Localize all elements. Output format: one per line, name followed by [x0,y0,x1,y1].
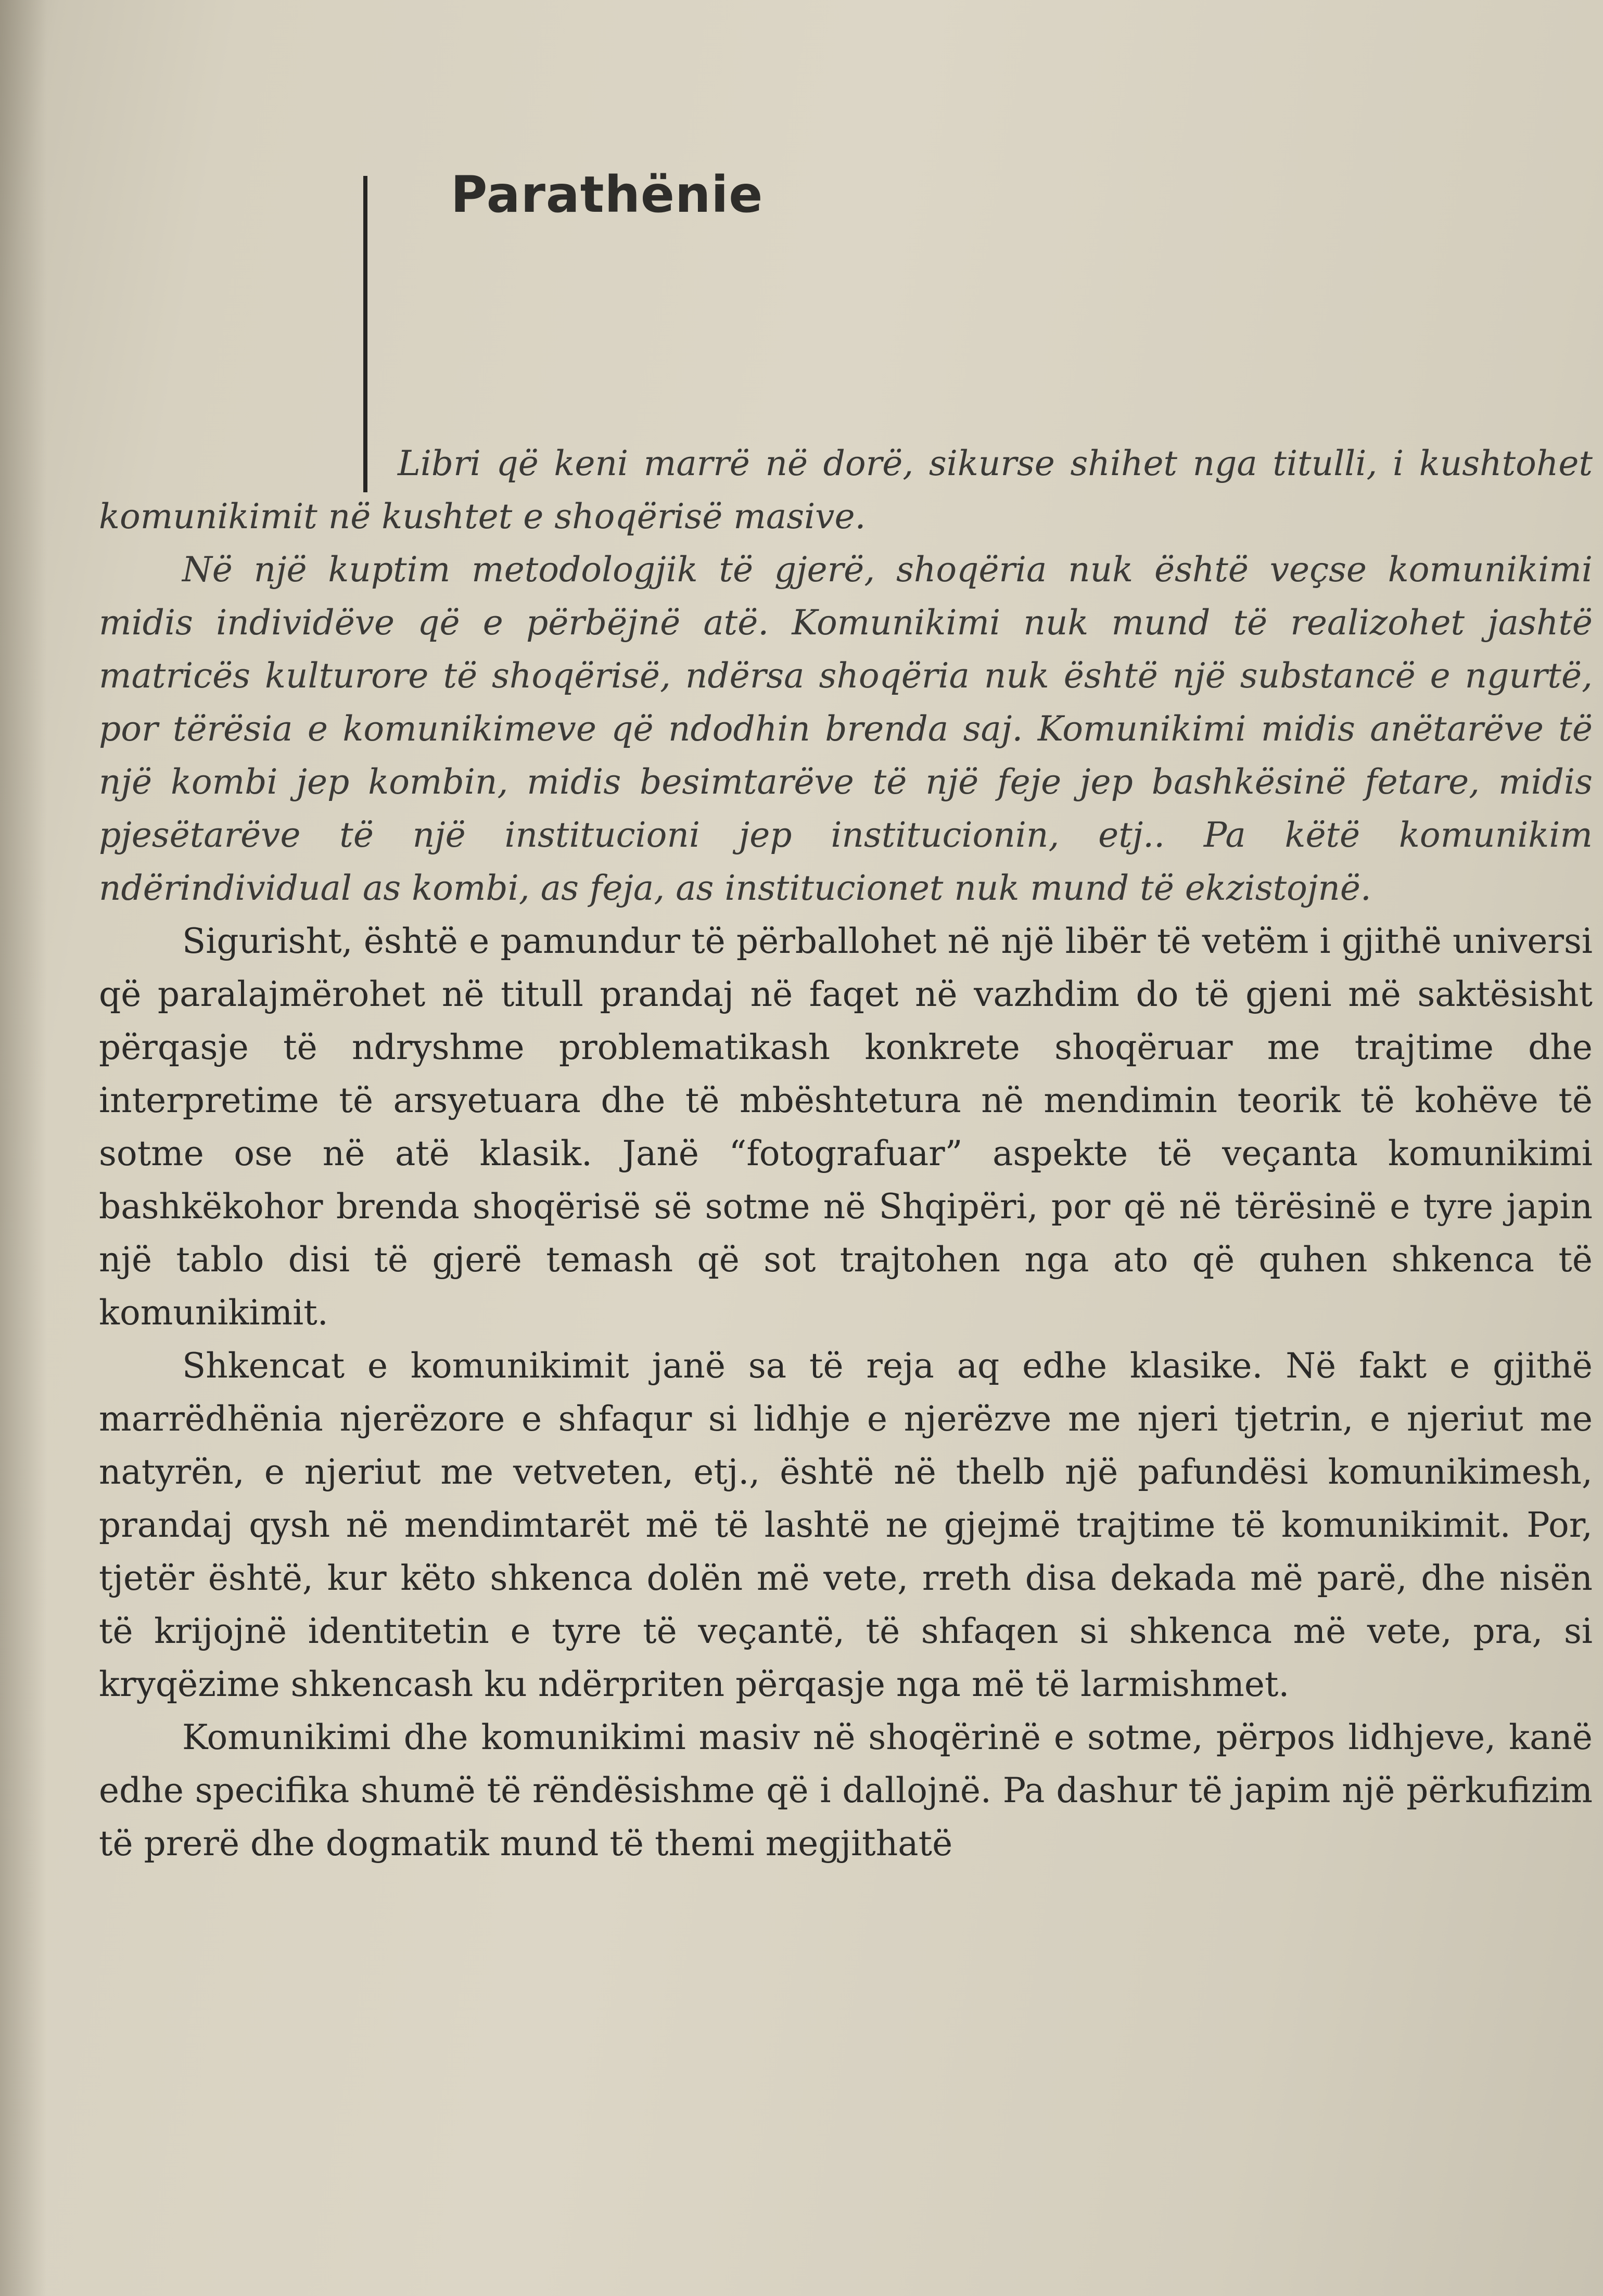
body-text [99,437,1593,1870]
paragraph-3: Sigurisht, është e pamundur të përballohet në një libër të vetëm i gjithë universi që paralajmërohet në titull prandaj në faqet në vazhdim do të gjeni më saktësisht përqasje të ndryshme problematikash konkrete shoqëruar me trajtime dhe interpretime të arsyetuara dhe të mbështetura në mendimin teorik të kohëve të sotme ose në atë klasik. Janë “fotografuar” aspekte të veçanta komunikimi bashkëkohor brenda shoqërisë së sotme në Shqipëri, por që në tërësinë e tyre japin një tablo disi të gjerë temash që sot trajtohen nga ato që quhen shkenca të komunikimit. [99,921,1593,1333]
chapter-title: Parathënie [451,165,764,224]
paragraph-4: Shkencat e komunikimit janë sa të reja aq edhe klasike. Në fakt e gjithë marrëdhënia njerëzore e shfaqur si lidhje e njerëzve me njeri tjetrin, e njeriut me natyrën, e njeriut me vetveten, etj., është në thelb një pafundësi komunikimesh, prandaj qysh në mendimtarët më të lashtë ne gjejmë trajtime të komunikimit. Por, tjetër është, kur këto shkenca dolën më vete, rreth disa dekada më parë, dhe nisën të krijojnë identitetin e tyre të veçantë, të shfaqen si shkenca më vete, pra, si kryqëzime shkencash ku ndërpriten përqasje nga më të larmishmet. [99,1346,1593,1704]
paragraph-1: Libri që keni marrë në dorë, sikurse shihet nga titulli, i kushtohet komunikimit në kushtet e shoqërisë masive. [99,443,1593,537]
paragraph-5: Komunikimi dhe komunikimi masiv në shoqërinë e sotme, përpos lidhjeve, kanë edhe specifika shumë të rëndësishme që i dallojnë. Pa dashur të japim një përkufizim të prerë dhe dogmatik mund të themi megjithatë [99,1717,1593,1864]
paragraph-2: Në një kuptim metodologjik të gjerë, shoqëria nuk është veçse komunikimi midis individëve që e përbëjnë atë. Komunikimi nuk mund të realizohet jashtë matricës kulturore të shoqërisë, ndërsa shoqëria nuk është një substancë e ngurtë, por tërësia e komunikimeve që ndodhin brenda saj. Komunikimi midis anëtarëve të një kombi jep kombin, midis besimtarëve të një feje jep bashkësinë fetare, midis pjesëtarëve të një institucioni jep institucionin, etj.. Pa këtë komunikim ndërindividual as kombi, as feja, as institucionet nuk mund të ekzistojnë. [99,550,1593,908]
page-gutter-shadow [0,0,47,2296]
